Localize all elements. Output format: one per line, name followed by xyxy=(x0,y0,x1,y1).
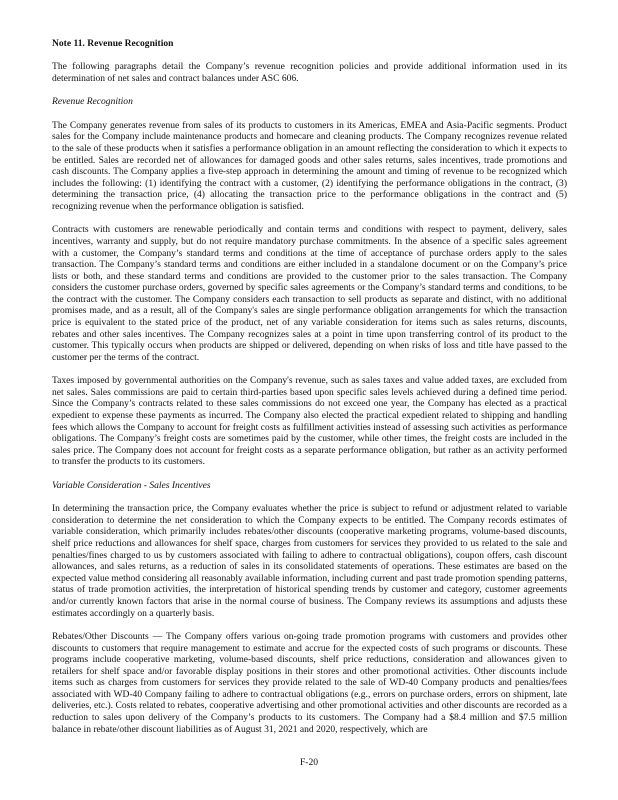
section-heading-variable-consideration: Variable Consideration - Sales Incentives xyxy=(52,479,211,491)
paragraph: Contracts with customers are renewable periodically and contain terms and conditions with respect to payment, delivery, sales incentives, warranty and supply, but do not require mandatory purchase commitments. In the absence of a specific sales agreement with a customer, the Company’s standard terms and conditions at the time of acceptance of purchase orders apply to the sales transaction. The Company’s standard terms and conditions are either included in a standalone document or on the Company’s price lists or both, and these standard terms and conditions are provided to the customer prior to the sales transaction. The Company considers the customer purchase orders, governed by specific sales agreements or the Company’s standard terms and conditions, to be the contract with the customer. The Company considers each transaction to sell products as separate and distinct, with no additional promises made, and as a result, all of the Company's sales are single performance obligation arrangements for which the transaction price is equivalent to the stated price of the product, net of any variable consideration for items such as sales returns, discounts, rebates and other sales incentives. The Company recognizes sales at a point in time upon transferring control of its product to the customer. This typically occurs when products are shipped or delivered, depending on when risks of loss and title have passed to the customer per the terms of the contract. xyxy=(52,224,567,363)
note-title: Note 11. Revenue Recognition xyxy=(52,38,174,49)
intro-paragraph: The following paragraphs detail the Company’s revenue recognition policies and provide additional information used in its determination of net sales and contract balances under ASC 606. xyxy=(52,61,567,84)
section-heading-revenue-recognition: Revenue Recognition xyxy=(52,96,133,108)
paragraph: In determining the transaction price, the Company evaluates whether the price is subject to refund or adjustment related to variable consideration to determine the net consideration to which the Company expects to be entitled. The Company records estimates of variable consideration, which primarily includes rebates/other discounts (cooperative marketing programs, volume-based discounts, shelf price reductions and allowances for shelf space, charges from customers for services they provided to us related to the sale and penalties/fines charged to us by customers associated with failing to adhere to contractual obligations), coupon offers, cash discount allowances, and sales returns, as a reduction of sales in its consolidated statements of operations. These estimates are based on the expected value method considering all reasonably available information, including current and past trade promotion spending patterns, status of trade promotion activities, the interpretation of historical spending trends by customer and category, customer agreements and/or currently known factors that arise in the normal course of business. The Company reviews its assumptions and adjusts these estimates accordingly on a quarterly basis. xyxy=(52,503,567,619)
paragraph: Taxes imposed by governmental authorities on the Company's revenue, such as sales taxes and value added taxes, are excluded from net sales. Sales commissions are paid to certain third-parties based upon specific sales levels achieved during a defined time period. Since the Company’s contracts related to these sales commissions do not exceed one year, the Company has elected as a practical expedient to expense these payments as incurred. The Company also elected the practical expedient related to shipping and handling fees which allows the Company to account for freight costs as fulfillment activities instead of assessing such activities as performance obligations. The Company’s freight costs are sometimes paid by the customer, while other times, the freight costs are included in the sales price. The Company does not account for freight costs as a separate performance obligation, but rather as an activity performed to transfer the products to its customers. xyxy=(52,375,567,468)
page-number: F-20 xyxy=(299,757,319,768)
paragraph: The Company generates revenue from sales of its products to customers in its Americas, EMEA and Asia-Pacific segments. Product sales for the Company include maintenance products and homecare and cleaning products. The Company recognizes revenue related to the sale of these products when it satisfies a performance obligation in an amount reflecting the consideration to which it expects to be entitled. Sales are recorded net of allowances for damaged goods and other sales returns, sales incentives, trade promotions and cash discounts. The Company applies a five-step approach in determining the amount and timing of revenue to be recognized which includes the following: (1) identifying the contract with a customer, (2) identifying the performance obligations in the contract, (3) determining the transaction price, (4) allocating the transaction price to the performance obligations in the contract and (5) recognizing revenue when the performance obligation is satisfied. xyxy=(52,119,567,212)
paragraph: Rebates/Other Discounts — The Company offers various on-going trade promotion programs with customers and provides other discounts to customers that require management to estimate and accrue for the expected costs of such programs or discounts. These programs include cooperative marketing, volume-based discounts, shelf price reductions, consideration and allowances given to retailers for shelf space and/or favorable display positions in their stores and other promotional activities. Other discounts include items such as charges from customers for services they provide related to the sale of WD-40 Company products and penalties/fees associated with WD-40 Company failing to adhere to contractual obligations (e.g., errors on purchase orders, errors on shipment, late deliveries, etc.). Costs related to rebates, cooperative advertising and other promotional activities and other discounts are recorded as a reduction to sales upon delivery of the Company’s products to its customers. The Company had a $8.4 million and $7.5 million balance in rebate/other discount liabilities as of August 31, 2021 and 2020, respectively, which are xyxy=(52,630,567,735)
document-page xyxy=(52,38,567,747)
